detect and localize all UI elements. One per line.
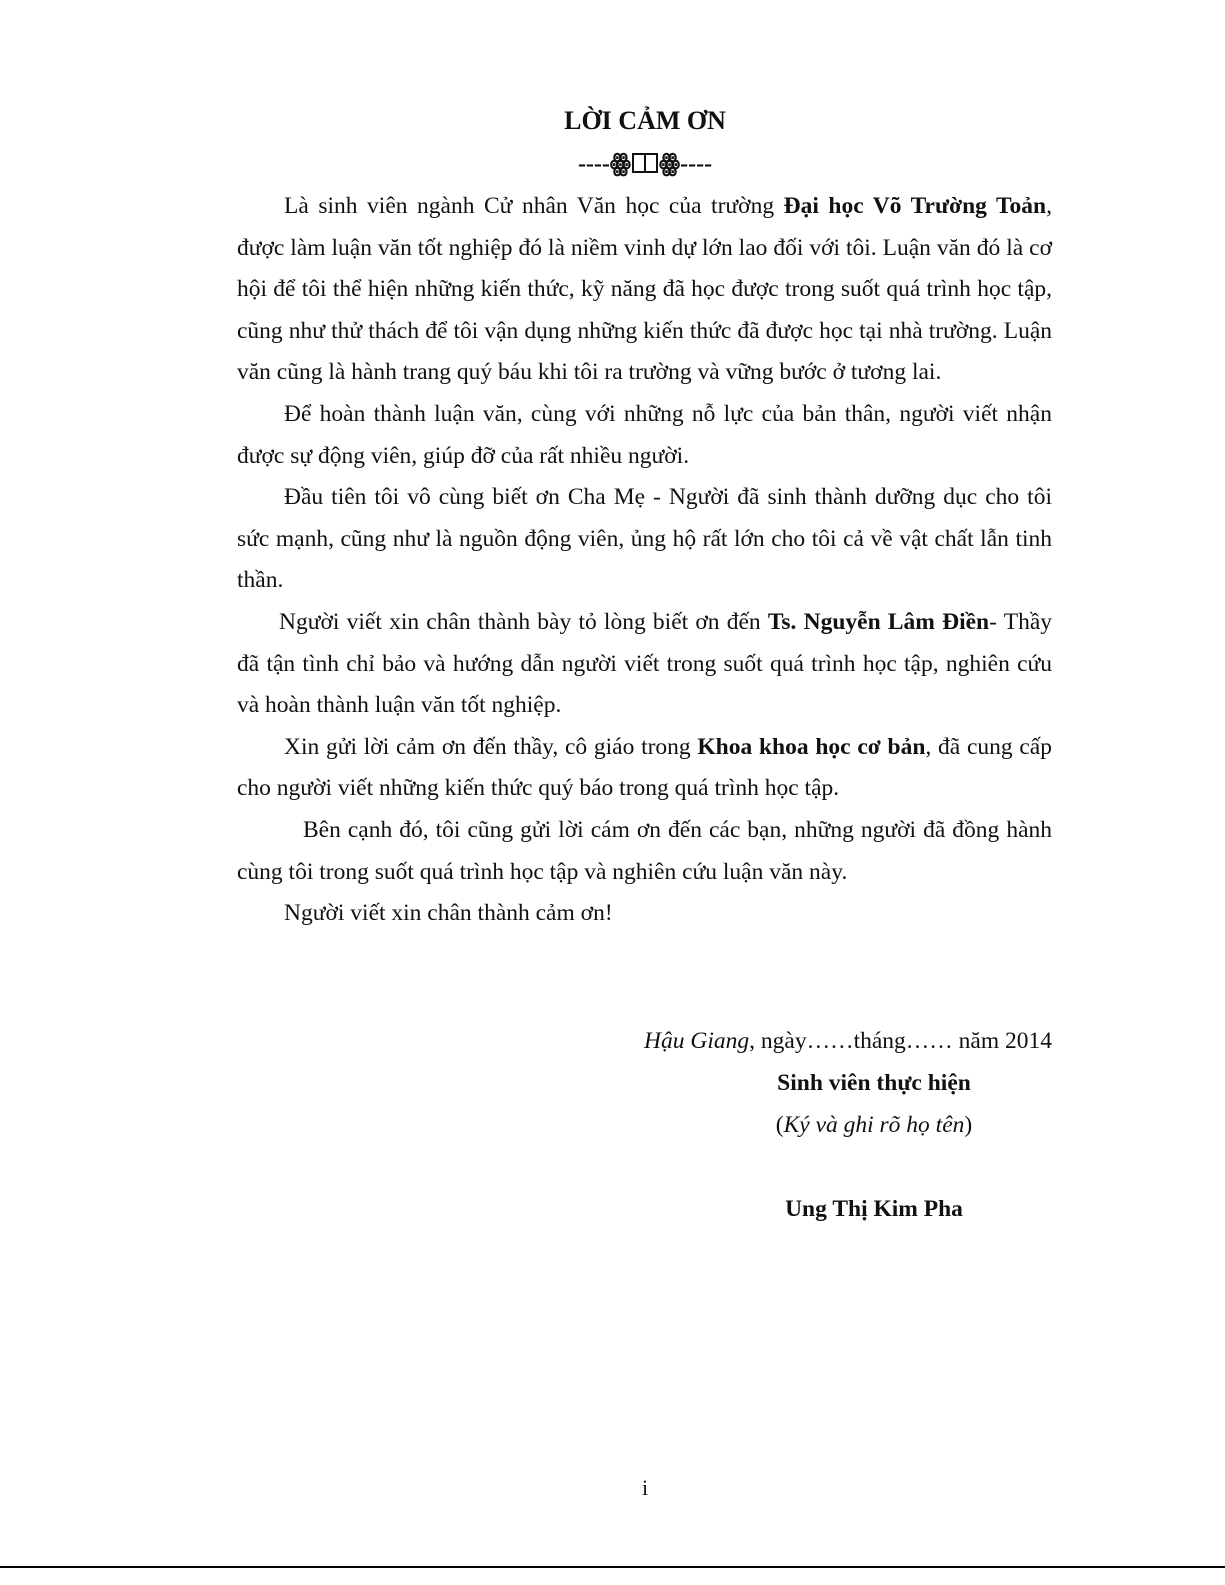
- paragraph-4-text-end: - Thầy đã tận tình chỉ bảo và hướng dẫn người viết trong suốt quá trình học tập, nghiên cứu và hoàn thành luận văn tốt nghiệp.: [237, 608, 1053, 719]
- paragraph-1-text-start: Là sinh viên ngành Cử nhân Văn học của trường: [284, 193, 784, 219]
- paragraph-6: Bên cạnh đó, tôi cũng gửi lời cám ơn đến các bạn, những người đã đồng hành cùng tôi trong suốt quá trình học tập và nghiên cứu luận văn này.: [237, 816, 1052, 885]
- ornament-left-flourish-icon: ꙮ: [609, 151, 631, 177]
- page-number: i: [641, 1475, 649, 1500]
- bottom-rule: [0, 1566, 1225, 1568]
- paragraph-4: [237, 602, 1052, 727]
- signature-note-text: Ký và ghi rõ họ tên: [783, 1112, 965, 1138]
- paragraph-1: [237, 186, 1052, 394]
- signature-date-line: [500, 1022, 1052, 1060]
- ornament-right-flourish-icon: ꙮ: [659, 151, 681, 177]
- signature-note-open: (: [775, 1112, 784, 1138]
- university-name: Đại học Võ Trường Toản: [783, 193, 1047, 219]
- paragraph-4-text-start: Người viết xin chân thành bày tỏ lòng biết ơn đến: [279, 608, 768, 635]
- paragraph-1-text-end: , được làm luận văn tốt nghiệp đó là niềm vinh dự lớn lao đối với tôi. Luận văn đó là cơ hội để tôi thể hiện những kiến thức, kỹ năng đã học được trong suốt quá trình học tập, cũng như thử thách để tôi vận dụng những kiến thức đã được học tại nhà trường. Luận văn cũng là hành trang quý báu khi tôi ra trường và vững bước ở tương lai.: [237, 193, 1052, 386]
- title-ornament: [0, 148, 1225, 180]
- paragraph-3: Đầu tiên tôi vô cùng biết ơn Cha Mẹ - Người đã sinh thành dưỡng dục cho tôi sức mạnh, cũng như là nguồn động viên, ủng hộ rất lớn cho tôi cả về vật chất lẫn tinh thần.: [237, 484, 1052, 594]
- signature-date: , ngày……tháng…… năm 2014: [749, 1028, 1052, 1054]
- advisor-name: Ts. Nguyễn Lâm Điền: [767, 608, 990, 635]
- signature-place: Hậu Giang: [644, 1028, 750, 1054]
- paragraph-5-text-end: , đã cung cấp cho người viết những kiến thức quý báo trong quá trình học tập.: [237, 733, 1052, 802]
- signature-note-close: ): [964, 1112, 973, 1138]
- paragraph-5: [237, 727, 1052, 810]
- page-title: LỜI CẢM ƠN: [564, 106, 726, 135]
- student-name: Ung Thị Kim Pha: [785, 1196, 963, 1222]
- faculty-name: Khoa khoa học cơ bản: [697, 733, 926, 760]
- open-book-icon: [632, 153, 658, 173]
- ornament-dashes-right: ----: [680, 151, 713, 177]
- signature-role: Sinh viên thực hiện: [777, 1070, 971, 1096]
- acknowledgement-body: [237, 186, 1052, 935]
- signature-note: [744, 1106, 1004, 1144]
- paragraph-2: Để hoàn thành luận văn, cùng với những nỗ lực của bản thân, người viết nhận được sự động viên, giúp đỡ của rất nhiều người.: [237, 400, 1052, 469]
- paragraph-7: Người viết xin chân thành cảm ơn!: [284, 900, 613, 927]
- ornament-dashes-left: ----: [577, 151, 610, 177]
- paragraph-5-text-start: Xin gửi lời cảm ơn đến thầy, cô giáo trong: [284, 733, 698, 760]
